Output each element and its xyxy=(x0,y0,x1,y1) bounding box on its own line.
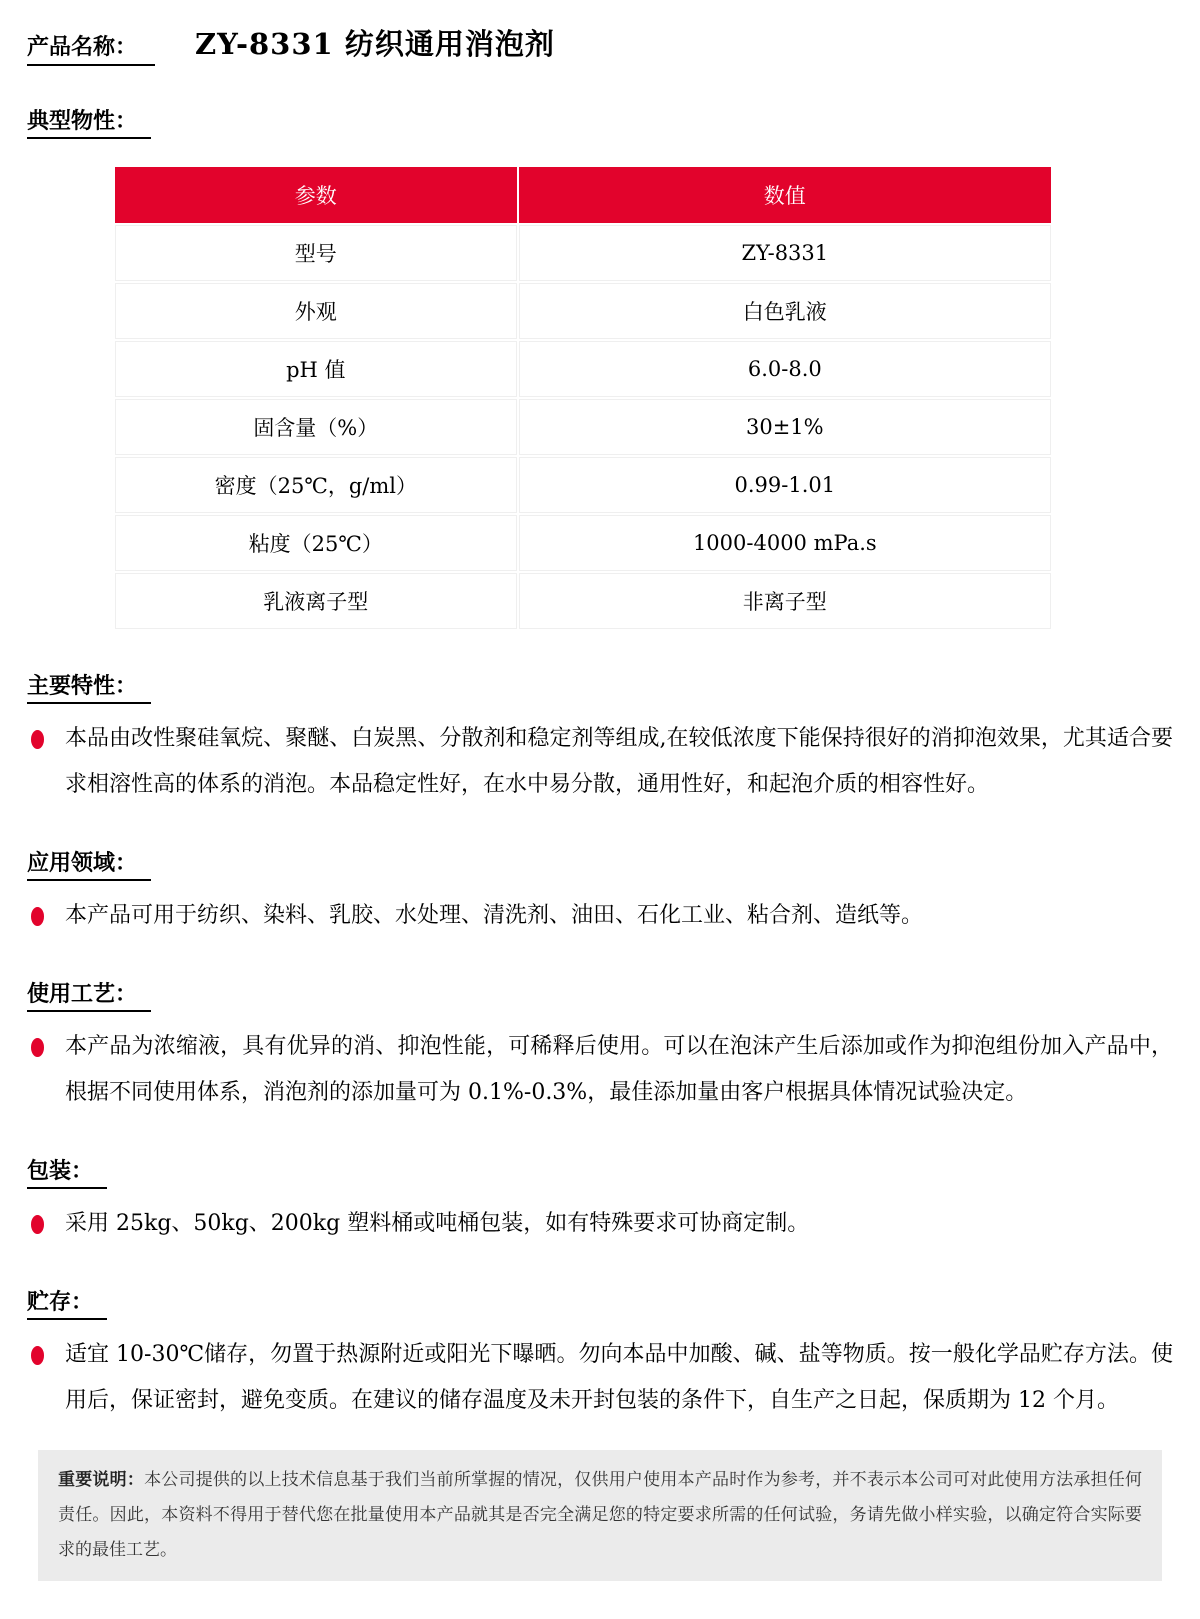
table-cell-parameter: 型号 xyxy=(115,225,517,281)
bullet-text: 本品由改性聚硅氧烷、聚醚、白炭黑、分散剂和稳定剂等组成,在较低浓度下能保持很好的消抑泡效果，尤其适合要求相溶性高的体系的消泡。本品稳定性好，在水中易分散，通用性好，和起泡介质的相容性好。 xyxy=(65,726,1173,797)
section-heading-text: 贮存： xyxy=(27,1289,107,1320)
table-row xyxy=(115,341,1051,397)
table-cell-value: 6.0-8.0 xyxy=(519,341,1051,397)
table-cell-parameter: 外观 xyxy=(115,283,517,339)
table-cell-value: ZY-8331 xyxy=(519,225,1051,281)
table-row xyxy=(115,515,1051,571)
product-name-label: 产品名称： xyxy=(27,30,155,66)
bullet-icon xyxy=(31,730,44,749)
important-notice-paragraph xyxy=(58,1463,1142,1568)
table-cell-value: 白色乳液 xyxy=(519,283,1051,339)
section-heading xyxy=(27,671,1173,702)
section-heading xyxy=(27,979,1173,1010)
table-row xyxy=(115,399,1051,455)
product-title: ZY-8331 纺织通用消泡剂 xyxy=(195,27,555,61)
section-heading-text: 主要特性： xyxy=(27,673,151,704)
bullet-item xyxy=(27,1332,1173,1424)
table-cell-parameter: 粘度（25℃） xyxy=(115,515,517,571)
bullet-text: 本产品可用于纺织、染料、乳胶、水处理、清洗剂、油田、石化工业、粘合剂、造纸等。 xyxy=(65,903,924,928)
table-cell-parameter: 密度（25℃，g/ml） xyxy=(115,457,517,513)
section-heading xyxy=(27,848,1173,879)
table-cell-value: 非离子型 xyxy=(519,573,1051,629)
section-application-areas xyxy=(27,848,1173,939)
section-heading xyxy=(27,1156,1173,1187)
section-storage xyxy=(27,1287,1173,1424)
properties-table xyxy=(113,165,1053,631)
table-cell-parameter: 固含量（%） xyxy=(115,399,517,455)
product-title-row xyxy=(27,22,1173,66)
table-cell-value: 0.99-1.01 xyxy=(519,457,1051,513)
notice-label: 重要说明： xyxy=(58,1470,145,1490)
section-heading xyxy=(27,1287,1173,1318)
section-packaging xyxy=(27,1156,1173,1247)
table-row xyxy=(115,457,1051,513)
notice-text: 本公司提供的以上技术信息基于我们当前所掌握的情况，仅供用户使用本产品时作为参考，并不表示本公司可对此使用方法承担任何责任。因此，本资料不得用于替代您在批量使用本产品就其是否完全满足您的特定要求所需的任何试验，务请先做小样实验，以确定符合实际要求的最佳工艺。 xyxy=(58,1470,1143,1560)
table-header-parameter: 参数 xyxy=(115,167,517,223)
table-header-row xyxy=(115,167,1051,223)
table-cell-value: 1000-4000 mPa.s xyxy=(519,515,1051,571)
section-usage-process xyxy=(27,979,1173,1116)
important-notice-box xyxy=(38,1450,1162,1581)
table-cell-value: 30±1% xyxy=(519,399,1051,455)
bullet-icon xyxy=(31,1346,44,1365)
bullet-item xyxy=(27,716,1173,808)
bullet-text: 本产品为浓缩液，具有优异的消、抑泡性能，可稀释后使用。可以在泡沫产生后添加或作为抑泡组份加入产品中，根据不同使用体系，消泡剂的添加量可为 0.1%-0.3%，最佳添加量由客户根据具体情况试验决定。 xyxy=(65,1034,1173,1105)
table-header-value: 数值 xyxy=(519,167,1051,223)
table-row xyxy=(115,573,1051,629)
bullet-icon xyxy=(31,1038,44,1057)
bullet-icon xyxy=(31,1215,44,1234)
bullet-icon xyxy=(31,907,44,926)
bullet-item xyxy=(27,893,1173,939)
table-cell-parameter: pH 值 xyxy=(115,341,517,397)
section-heading-text: 典型物性： xyxy=(27,108,151,139)
bullet-item xyxy=(27,1024,1173,1116)
bullet-item xyxy=(27,1201,1173,1247)
table-row xyxy=(115,283,1051,339)
section-heading-text: 使用工艺： xyxy=(27,981,151,1012)
section-typical-properties-heading xyxy=(27,106,1173,137)
section-main-features xyxy=(27,671,1173,808)
section-heading-text: 应用领域： xyxy=(27,850,151,881)
table-cell-parameter: 乳液离子型 xyxy=(115,573,517,629)
table-row xyxy=(115,225,1051,281)
bullet-text: 采用 25kg、50kg、200kg 塑料桶或吨桶包装，如有特殊要求可协商定制。 xyxy=(65,1211,810,1236)
bullet-text: 适宜 10-30℃储存，勿置于热源附近或阳光下曝晒。勿向本品中加酸、碱、盐等物质。按一般化学品贮存方法。使用后，保证密封，避免变质。在建议的储存温度及未开封包装的条件下，自生产之日起，保质期为 12 个月。 xyxy=(65,1342,1173,1413)
section-heading-text: 包装： xyxy=(27,1158,107,1189)
